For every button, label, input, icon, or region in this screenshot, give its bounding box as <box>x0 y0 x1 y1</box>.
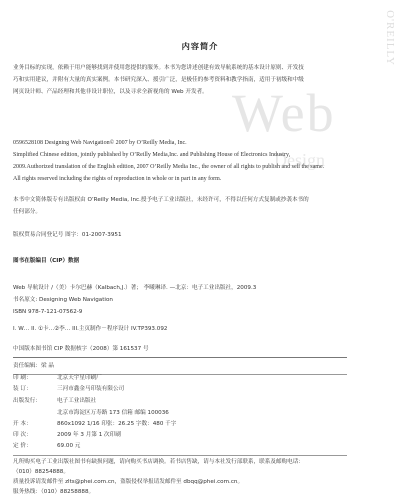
intro-line-3: 网页设计师、产品经理和其他非设计职位，以及寻求全新视角的 Web 开发者。 <box>13 89 208 95</box>
credit-printer-label: 印 刷： <box>13 375 32 381</box>
registration-number: 版权贸易合同登记号 图字：01-2007-3951 <box>13 232 122 238</box>
credit-format-value: 860x1092 1/16 印张：26.25 字数：480 千字 <box>57 421 177 427</box>
credit-format <box>13 419 391 431</box>
credit-editor <box>13 361 391 373</box>
credit-publisher-label: 出版发行： <box>13 398 41 404</box>
credit-price <box>13 441 391 453</box>
credit-printer <box>13 373 391 385</box>
credit-binder <box>13 384 391 396</box>
credit-address: 北京市海淀区万寿路 173 信箱 邮编 100036 <box>57 410 169 416</box>
design-watermark: Design <box>274 150 325 170</box>
cip-classes: I. W… II. ①卡…②李… III.主页制作－程序设计 IV.TP393.092 <box>13 326 168 332</box>
footer-line-1: 凡所购买电子工业出版社图书有缺损问题，请向购买书店调换。若书店售缺，请与本社发行部联系，联系及邮购电话： <box>13 459 304 465</box>
intro-line-2: 巧和实用建议，并附有大量的真实案例。本书研究深入、援引广泛，是极佳的参考资料和教学指南，适用于初级和中级 <box>13 77 304 83</box>
credit-editor-label: 责任编辑： <box>13 363 41 369</box>
footer-line-4: 服务热线：（010）88258888。 <box>13 489 95 495</box>
credit-publisher-value: 电子工业出版社 <box>57 398 97 404</box>
cip-number: 中国版本图书馆 CIP 数据核字（2008）第 161537 号 <box>13 346 149 352</box>
authorization-line-2: 任何部分。 <box>13 209 41 215</box>
page-title: 内容简介 <box>181 41 219 51</box>
credit-editor-value: 梁 晶 <box>40 363 54 369</box>
copyright-en-line-2: Simplified Chinese edition, jointly published by O’Reilly Media,Inc. and Publishing House of Electronics Industry, <box>13 152 291 158</box>
footer-line-2: （010）88254888。 <box>13 469 69 475</box>
credit-binder-label: 装 订： <box>13 386 32 392</box>
copyright-en-line-1: 0596528108 Designing Web Navigation© 2007 by O’Reilly Media, Inc. <box>13 140 187 146</box>
credit-edition <box>13 430 391 442</box>
oreilly-watermark: O'REILLY <box>384 10 396 66</box>
cip-line-1: Web 导航设计 /（美）卡尔巴赫（Kalbach,J.）著； 李曦琳译. —北京：电子工业出版社，2009.3 <box>13 285 257 291</box>
cip-line-3: ISBN 978-7-121-07562-9 <box>13 309 83 315</box>
credit-edition-label: 印 次： <box>13 432 32 438</box>
divider <box>13 455 347 456</box>
credit-binder-value: 三河市鑫金马印装有限公司 <box>57 386 125 392</box>
footer-line-3: 质量投诉请发邮件至 zlts@phei.com.cn，盗版侵权举报请发邮件至 dbqq@phei.com.cn。 <box>13 479 244 485</box>
copyright-en-line-3: 2009.Authorized translation of the English edition, 2007 O’Reilly Media Inc., the owner of all rights to publish and sell the same. <box>13 164 325 170</box>
credit-price-label: 定 价： <box>13 443 32 449</box>
copyright-en-line-4: All rights reserved including the rights of reproduction in whole or in part in any form. <box>13 176 222 182</box>
authorization-line-1: 本书中文简体版专有出版权由 O’Reilly Media, Inc.授予电子工业出版社，未经许可，不得以任何方式复制或抄袭本书的 <box>13 197 309 203</box>
credit-printer-value: 北京天宇星印刷厂 <box>57 375 102 381</box>
credit-publisher <box>13 396 391 408</box>
cip-title: 图书在版编目（CIP）数据 <box>13 258 80 264</box>
web-watermark: Web <box>232 83 336 143</box>
cip-line-2: 书名原文: Designing Web Navigation <box>13 297 113 303</box>
credit-price-value: 69.00 元 <box>57 443 81 449</box>
credit-edition-value: 2009 年 3 月第 1 次印刷 <box>57 432 121 438</box>
intro-line-1: 业务目标的实现，依赖于用户能够找到并使用您提供的服务。本书为您讲述创建有效导航系统的基本设计原则、开发技 <box>13 65 304 71</box>
divider <box>13 357 347 358</box>
credit-format-label: 开 本： <box>13 421 32 427</box>
